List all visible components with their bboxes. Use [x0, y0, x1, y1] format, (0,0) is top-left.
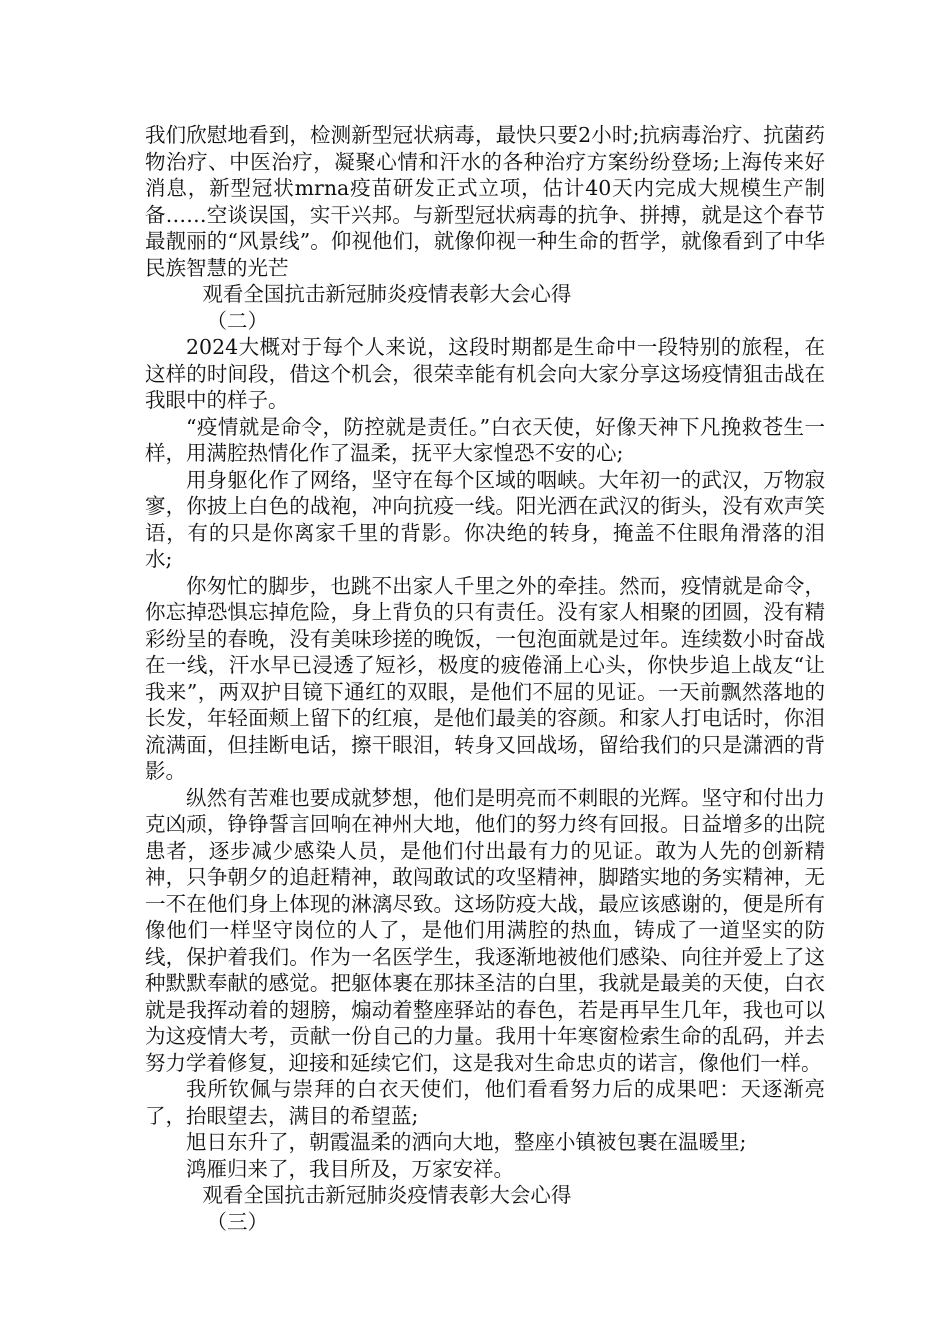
paragraph-3: “疫情就是命令，防控就是责任。”白衣天使，好像天神下凡挽救苍生一样，用满腔热情化作了温柔，抚平大家惶恐不安的心; [145, 414, 825, 465]
paragraph-7: 我所钦佩与崇拜的白衣天使们，他们看看努力后的成果吧：天逐渐亮了，抬眼望去，满目的希望蓝; [145, 1077, 825, 1128]
paragraph-8: 旭日东升了，朝霞温柔的洒向大地，整座小镇被包裹在温暖里; [186, 1130, 747, 1154]
paragraph-5: 你匆忙的脚步，也跳不出家人千里之外的牵挂。然而，疫情就是命令，你忘掉恐惧忘掉危险，身上背负的只有责任。没有家人相聚的团圆，没有精彩纷呈的春晚，没有美味珍搓的晚饭，一包泡面就是过年。连续数小时奋战在一线，汗水早已浸透了短衫，极度的疲倦涌上心头，你快步追上战友“让我来”，两双护目镜下通红的双眼，是他们不屈的见证。一天前飘然落地的长发，年轻面颊上留下的红痕，是他们最美的容颜。和家人打电话时，你泪流满面，但挂断电话，擦干眼泪，转身又回战场，留给我们的只是潇洒的背影。 [145, 573, 825, 783]
paragraph-6: 纵然有苦难也要成就梦想，他们是明亮而不刺眼的光辉。坚守和付出力克凶顽，铮铮誓言回响在神州大地，他们的努力终有回报。日益增多的出院患者，逐步减少感染人员，是他们付出最有力的见证。敢为人先的创新精神，只争朝夕的追赶精神，敢闯敢试的攻坚精神，脚踏实地的务实精神，无一不在他们身上体现的淋漓尽致。这场防疫大战，最应该感谢的，便是所有像他们一样坚守岗位的人了，是他们用满腔的热血，铸成了一道坚实的防线，保护着我们。作为一名医学生，我逐渐地被他们感染、向往并爱上了这种默默奉献的感觉。把躯体裹在那抹圣洁的白里，我就是最美的天使，白衣就是我挥动着的翅膀，煽动着整座驿站的春色，若是再早生几年，我也可以为这疫情大考，贡献一份自己的力量。我用十年寒窗检索生命的乱码，并去努力学着修复，迎接和延续它们，这是我对生命忠贞的诺言，像他们一样。 [145, 785, 825, 1075]
document-page [145, 122, 825, 1235]
paragraph-4: 用身躯化作了网络，坚守在每个区域的咽峡。大年初一的武汉，万物寂寥，你披上白色的战袍，冲向抗疫一线。阳光洒在武汉的街头，没有欢声笑语，有的只是你离家千里的背影。你决绝的转身，掩盖不住眼角滑落的泪水; [145, 467, 825, 571]
paragraph-9: 鸿雁归来了，我目所及，万家安祥。 [186, 1156, 514, 1181]
paragraph-1: 我们欣慰地看到，检测新型冠状病毒，最快只要2小时;抗病毒治疗、抗菌药物治疗、中医治疗，凝聚心情和汗水的各种治疗方案纷纷登场;上海传来好消息，新型冠状mrna疫苗研发正式立项，估计40天内完成大规模生产制备……空谈误国，实干兴邦。与新型冠状病毒的抗争、拼搏，就是这个春节最靓丽的“风景线”。仰视他们，就像仰视一种生命的哲学，就像看到了中华民族智慧的光芒 [145, 123, 825, 280]
section-number-3: （三） [206, 1209, 268, 1234]
section-title-3: 观看全国抗击新冠肺炎疫情表彰大会心得 [202, 1183, 572, 1207]
paragraph-2: 2024大概对于每个人来说，这段时期都是生命中一段特别的旅程，在这样的时间段，借这个机会，很荣幸能有机会向大家分享这场疫情狙击战在我眼中的样子。 [145, 335, 825, 412]
section-title-2: 观看全国抗击新冠肺炎疫情表彰大会心得 [202, 282, 572, 306]
section-number-2: （二） [206, 308, 268, 333]
